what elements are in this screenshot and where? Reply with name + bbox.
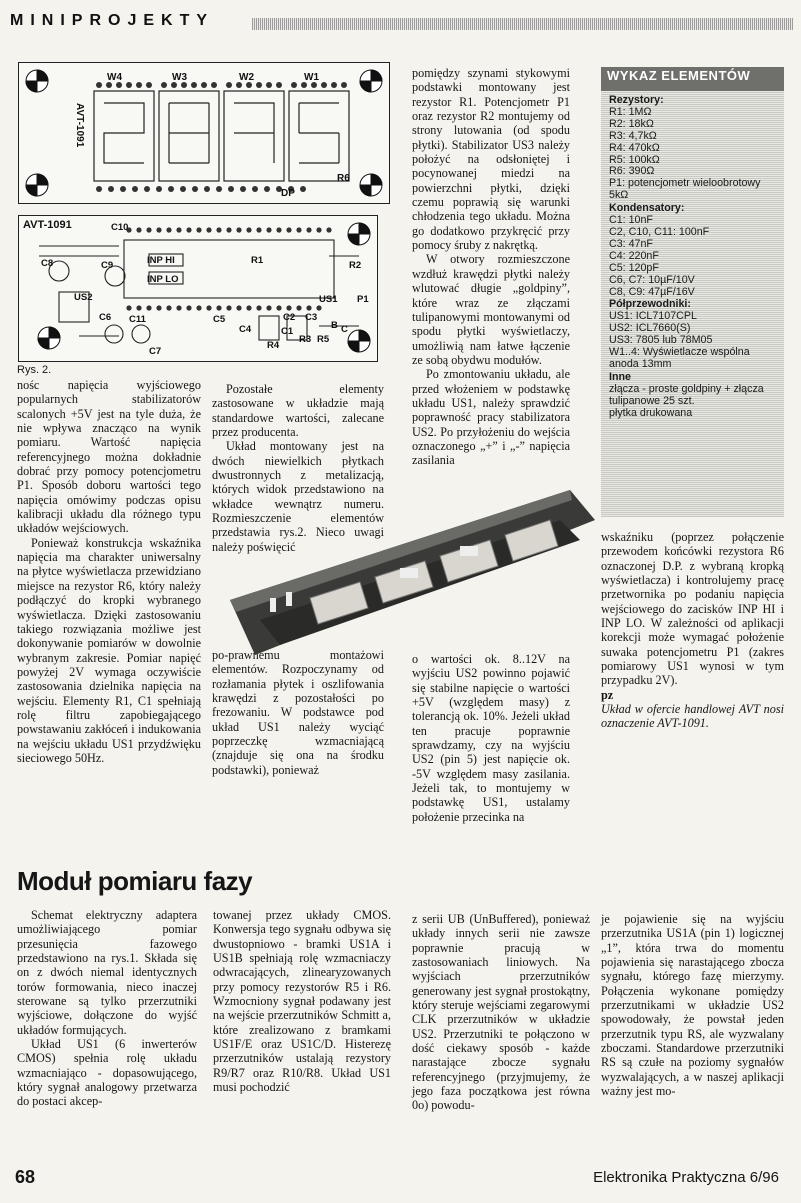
pcb-label-c4: C4 [239, 324, 252, 335]
parts-item: US2: ICL7660(S) [609, 322, 691, 335]
pcb-label-c8: C8 [41, 258, 54, 269]
section-label: MINIPROJEKTY [10, 12, 215, 29]
parts-list-title: WYKAZ ELEMENTÓW [601, 67, 784, 91]
parts-item: C5: 120pF [609, 261, 659, 274]
pcb-label-dp: DP [281, 188, 295, 199]
parts-item: R3: 4,7kΩ [609, 129, 657, 142]
pcb-label-w2: W2 [239, 72, 254, 83]
paragraph: pomiędzy szynami stykowymi podstawki montowany jest rezystor R1. Potencjometr P1 oraz rezystor R2 montujemy od strony lutowania (od spodu płytki). Stabilizator US3 należy położyć na odsłoniętej i pocynowanej miedzi na powierzchni płytki, dzięki czemu poprawią się warunki chłodzenia tego układu. Można go dodatkowo przykręcić przy pomocy śruby z nakrętką. [412, 66, 570, 253]
pcb-label-avt: AVT-1091 [74, 103, 85, 148]
pcb-label-r6: R6 [337, 173, 350, 184]
pcb-label-c5: C5 [213, 314, 226, 325]
article1-column-4 [601, 530, 784, 731]
article2-column-2 [213, 908, 391, 1094]
article2-column-1 [17, 908, 197, 1109]
paragraph: Ponieważ konstrukcja wskaźnika napięcia ma charakter uniwersalny na płytce wyświetlacza przewidziano miejsce na rezystor R6, który należy podłączyć do kropki wybranego wyświetlacza. Dzięki zastosowaniu takiego rozwiązania możliwe jest dokonywanie pomiarów w dowolnie wybranym zakresie. Pomiar napięć powyżej 2V wymaga oczywiście zastosowania dzielnika napięcia na wejściu. Elementy R1, C1 spełniają rolę filtru zapobiegającego powstawaniu zakłóceń i indukowania na wejściu układu US1 przydźwięku sieciowego 50Hz. [17, 535, 201, 765]
parts-item: R4: 470kΩ [609, 141, 660, 154]
pcb-label-r3: R3 [299, 334, 312, 345]
parts-item: R5: 100kΩ [609, 153, 660, 166]
page-footer [0, 1163, 801, 1193]
pcb-label-w1: W1 [304, 72, 319, 83]
pcb-label-c: C [341, 324, 348, 335]
parts-item: W1..4: Wyświetlacze wspólna anoda 13mm [609, 346, 750, 370]
paragraph: Po zmontowaniu układu, ale przed włożeniem w podstawkę układu US1, należy sprawdzić poprawność pracy stabilizatora US2. Po przyłożeniu do wejścia oznaczonego „+” i „-” napięcia zasilania [412, 367, 570, 468]
assembled-device-photo [200, 480, 600, 670]
pcb-display-board [18, 62, 390, 204]
magazine-title: Elektronika Praktyczna 6/96 [593, 1169, 779, 1186]
article2-headline: Moduł pomiaru fazy [17, 866, 253, 896]
paragraph: Układ US1 (6 inwerterów CMOS) spełnia rolę układu wzmacniająco - dopasowującego, który sygnał analogowy przetwarza do postaci akcep- [17, 1037, 197, 1109]
pcb-label-c10: C10 [111, 222, 129, 233]
pcb-label-r2: R2 [349, 260, 362, 271]
pcb-label-c9: C9 [101, 260, 114, 271]
article2-column-3 [412, 912, 590, 1113]
paragraph: wskaźniku (poprzez połączenie przewodem końcówki rezystora R6 oznaczonej D.P. z wybraną kropką wyświetlacza) i kontrolujemy pracę przetwornika po podaniu napięcia wejściowego do zacisków INP HI i INP LO. W zależności od aplikacji korekcji może wymagać położenie suwaka potencjometru P1 (zakres pomiarowy US1 wynosi w tym przypadku 2V). [601, 530, 784, 688]
pcb-main-drawing [19, 216, 377, 361]
page-header [0, 0, 801, 40]
pcb-label-c3: C3 [305, 312, 318, 323]
product-note: Układ w ofercie handlowej AVT nosi oznaczenie AVT-1091. [601, 702, 784, 731]
article1-column-1 [17, 378, 201, 765]
pcb-label-r5: R5 [317, 334, 330, 345]
parts-item: R2: 18kΩ [609, 117, 654, 130]
parts-item: C6, C7: 10µF/10V [609, 273, 695, 286]
paragraph: Schemat elektryczny adaptera umożliwiającego pomiar przesunięcia fazowego przedstawiono na rys.1. Składa się on z dwóch niemal identycznych torów formowania, nieco inaczej sterowane są tylko przerzutniki wyjściowe, dołączone do wyjść układów formujących. [17, 908, 197, 1037]
pcb-label-b: B [331, 320, 338, 331]
parts-list-box [601, 67, 784, 517]
parts-group-heading: Rezystory: [609, 94, 664, 106]
parts-item: płytka drukowana [609, 406, 693, 419]
article1-column-3 [412, 66, 570, 468]
paragraph: po-prawnemu montażowi elementów. Rozpoczynamy od rozłamania płytek i oszlifowania krawędzi z pozostałości po frezowaniu. W podstawce pod układ US1 należy wyciąć poprzeczkę wzmacniającą (znajduje się ona na środku podstawki), ponieważ [212, 648, 384, 777]
pcb-label-c11: C11 [129, 314, 146, 325]
pcb-label-us2: US2 [74, 292, 93, 303]
parts-item: C4: 220nF [609, 249, 659, 262]
parts-item: C1: 10nF [609, 214, 653, 227]
paragraph: Układ montowany jest na dwóch niewielkich płytkach dwustronnych z metalizacją, których widok przedstawiono na wkładce wewnątrz numeru. Rozmieszczenie elementów przedstawia rys.2. Nieco uwagi należy poświęcić [212, 439, 384, 554]
article2-column-4 [601, 912, 784, 1098]
pcb-label-c6: C6 [99, 312, 112, 323]
paragraph: z serii UB (UnBuffered), ponieważ układy innych serii nie zawsze poprawnie pracują w zastosowaniach liniowych. Na wyjściach przerzutników generowany jest sygnał prostokątny, który steruje wejściami zegarowymi CLK przerzutników w układzie US2. Przerzutniki te połączono w dość ciekawy sposób - każde narastające zbocze sygnału referencyjnego (przyjmujemy, że jego faza początkowa jest równa 0o) powodu- [412, 912, 590, 1113]
parts-group-heading: Półprzewodniki: [609, 298, 691, 311]
pcb-label-inp-hi: INP HI [147, 255, 175, 266]
parts-item: P1: potencjometr wieloobrotowy 5kΩ [609, 177, 761, 202]
pcb-label-c7: C7 [149, 346, 162, 357]
pcb-label-c2: C2 [283, 312, 296, 323]
page-number: 68 [15, 1167, 36, 1187]
article1-column-3-continued [412, 652, 570, 824]
paragraph: towanej przez układy CMOS. Konwersja tego sygnału odbywa się dwustopniowo - bramki US1A i US1B spełniają rolę wzmacniaczy odwracających, zlinearyzowanych przy pomocy rezystorów R5 i R6. Wzmocniony sygnał podawany jest na wejście przerzutników Schmitt a, które zrealizowano z bramkami US1F/E oraz US1C/D. Histerezę przerzutników ustalają rezystory R9/R7 oraz R10/R8. Układ US1 musi pochodzić [213, 908, 391, 1095]
pcb-label-r1: R1 [251, 255, 264, 266]
parts-item: złącza - proste goldpiny + złącza tulipanowe 25 szt. [609, 382, 764, 407]
pcb-label-w4: W4 [107, 72, 122, 83]
pcb-label-r4: R4 [267, 340, 280, 351]
pcb-label-us1: US1 [319, 294, 338, 305]
pcb-label-w3: W3 [172, 72, 187, 83]
author-signature: pz [601, 687, 614, 702]
pcb-label-avt-main: AVT-1091 [23, 219, 72, 231]
parts-item: C8, C9: 47µF/16V [609, 285, 695, 298]
paragraph: W otwory rozmieszczone wzdłuż krawędzi płytki należy wlutować długie „goldpiny”, które wraz ze złączami tulipanowymi montowanymi od spodu płytki wyświetlaczy, umożliwią nam łatwe łączenie ze sobą obydwu modułów. [412, 252, 570, 367]
header-rule [252, 18, 793, 30]
parts-item: R1: 1MΩ [609, 105, 652, 118]
photo-illustration [200, 480, 600, 670]
parts-group-heading: Kondensatory: [609, 202, 685, 215]
pcb-display-drawing [19, 63, 389, 203]
pcb-label-c1: C1 [281, 326, 294, 337]
parts-item: C3: 47nF [609, 237, 653, 250]
pcb-label-inp-lo: INP LO [147, 274, 179, 285]
parts-item: R6: 390Ω [609, 165, 655, 178]
pcb-label-p1: P1 [357, 294, 369, 305]
parts-item: US1: ICL7107CPL [609, 310, 697, 323]
pcb-main-board [18, 215, 378, 362]
paragraph: je pojawienie się na wyjściu przerzutnika US1A (pin 1) logicznej „1”, która trwa do momentu pojawienia się narastającego zbocza sygnału, którego fazę mierzymy. Połączenia wykonane pomiędzy przerzutnikami w układzie US2 spowodowały, że powstał jeden przerzutnik typu RS, ale wyzwalany zboczami. Standardowe przerzutniki RS są czułe na poziomy sygnałów wyzwalających, a w naszej aplikacji ważny jest mo- [601, 912, 784, 1099]
paragraph: nośc napięcia wyjściowego popularnych stabilizatorów scalonych +5V jest na tyle duża, że nie wpływa znacząco na wynik pomiaru. Wartość napięcia referencyjnego można dokładnie dobrać przy pomocy potencjometru P1. Sposób doboru wartości tego napięcia omówimy podczas opisu kalibracji układu dla różnego typu układów wejściowych. [17, 378, 201, 536]
parts-group-heading: Inne [609, 370, 631, 383]
parts-item: C2, C10, C11: 100nF [609, 225, 710, 238]
paragraph: o wartości ok. 8..12V na wyjściu US2 powinno pojawić się stabilne napięcie o wartości +5V (względem masy) z tolerancją ok. 10%. Jeżeli układ ten pracuje poprawnie sprawdzamy, czy na wyjściu US2 (pin 5) jest napięcie ok. -5V względem masy zasilania. Jeżeli tak, to montujemy w podstawkę US1, ustalamy położenie przecinka na [412, 652, 570, 824]
parts-item: US3: 7805 lub 78M05 [609, 334, 713, 347]
paragraph: Pozostałe elementy zastosowane w układzie mają standardowe wartości, zalecane przez producenta. [212, 382, 384, 440]
figure-caption: Rys. 2. [17, 364, 52, 376]
